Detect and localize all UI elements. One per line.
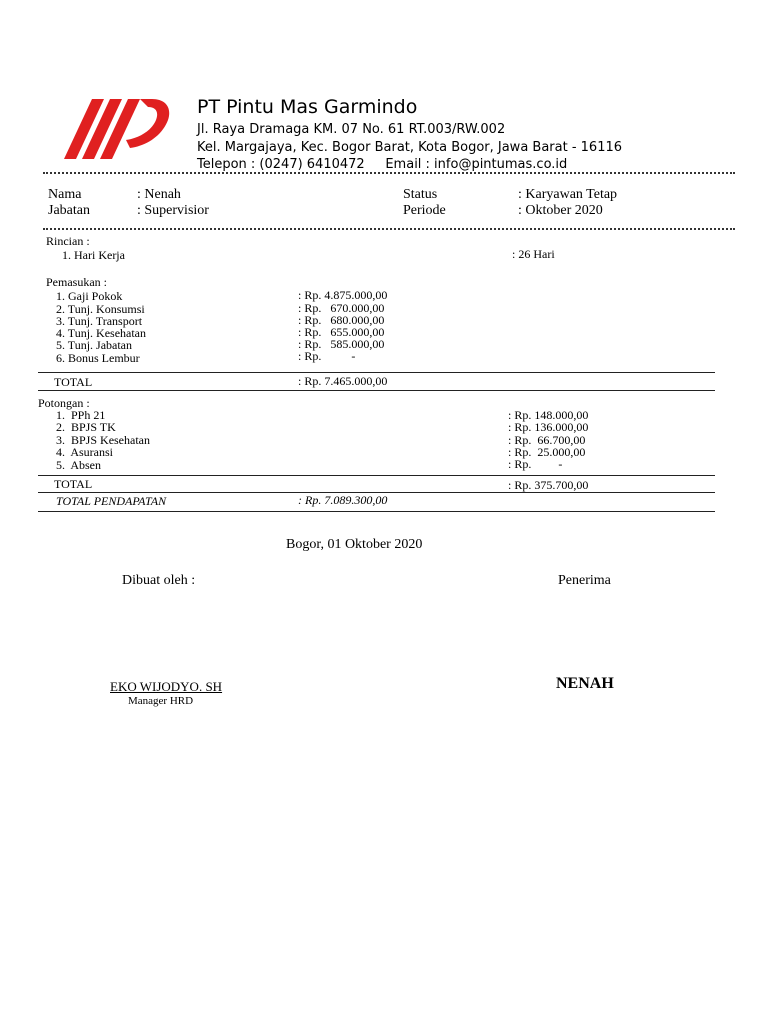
total-pendapatan-value: : Rp. 7.089.300,00 (298, 493, 388, 507)
potongan-item-value: : Rp. - (508, 457, 563, 471)
status-value: : Karyawan Tetap (518, 187, 618, 202)
potongan-item-value: : Rp. 25.000,00 (508, 445, 586, 459)
nama-label: Nama (48, 187, 82, 202)
pemasukan-item-label: 2. Tunj. Konsumsi (56, 302, 145, 316)
status-label: Status (403, 187, 438, 202)
potongan-item-value: : Rp. 136.000,00 (508, 420, 589, 434)
nama-value: : Nenah (137, 187, 181, 202)
periode-label: Periode (403, 203, 446, 218)
dibuat-oleh-label: Dibuat oleh : (122, 573, 196, 588)
pemasukan-item-label: 4. Tunj. Kesehatan (56, 326, 146, 340)
jabatan-label: Jabatan (48, 203, 90, 218)
manager-name: EKO WIJODYO. SH (110, 679, 223, 694)
periode-value: : Oktober 2020 (518, 203, 603, 218)
total-pendapatan-bottom-rule (38, 511, 715, 512)
potongan-total-value: : Rp. 375.700,00 (508, 478, 589, 492)
pemasukan-total-label: TOTAL (54, 375, 93, 389)
pemasukan-heading: Pemasukan : (46, 275, 107, 289)
pemasukan-item-value: : Rp. 655.000,00 (298, 325, 385, 339)
pemasukan-total-top-rule (38, 372, 715, 373)
info-divider (43, 228, 735, 230)
pemasukan-total-bottom-rule (38, 390, 715, 391)
hari-kerja-value: : 26 Hari (512, 247, 555, 261)
company-address-line2: Kel. Margajaya, Kec. Bogor Barat, Kota Bogor, Jawa Barat - 16116 (197, 140, 623, 155)
pemasukan-item-value: : Rp. 670.000,00 (298, 301, 385, 315)
hari-kerja-label: 1. Hari Kerja (62, 248, 125, 262)
potongan-item-value: : Rp. 66.700,00 (508, 433, 586, 447)
potongan-item-label: 5. Absen (56, 458, 101, 472)
pemasukan-item-value: : Rp. 680.000,00 (298, 313, 385, 327)
manager-title: Manager HRD (128, 695, 194, 707)
potongan-item-label: 2. BPJS TK (56, 420, 116, 434)
potongan-item-value: : Rp. 148.000,00 (508, 408, 589, 422)
potongan-item-label: 3. BPJS Kesehatan (56, 433, 150, 447)
place-date: Bogor, 01 Oktober 2020 (286, 537, 423, 552)
penerima-label: Penerima (558, 573, 611, 588)
jabatan-value: : Supervisior (137, 203, 209, 218)
potongan-item-label: 1. PPh 21 (56, 408, 106, 422)
company-address-line1: Jl. Raya Dramaga KM. 07 No. 61 RT.003/RW.002 (197, 122, 506, 137)
company-contact: Telepon : (0247) 6410472 Email : info@pintumas.co.id (197, 157, 568, 172)
rincian-heading: Rincian : (46, 234, 90, 248)
potongan-item-label: 4. Asuransi (56, 445, 113, 459)
pemasukan-item-label: 3. Tunj. Transport (56, 314, 143, 328)
potongan-total-label: TOTAL (54, 477, 93, 491)
total-pendapatan-label: TOTAL PENDAPATAN (56, 494, 167, 508)
logo-mark (60, 96, 172, 162)
pemasukan-item-value: : Rp. 585.000,00 (298, 337, 385, 351)
potongan-total-top-rule (38, 475, 715, 476)
pemasukan-item-label: 1. Gaji Pokok (56, 289, 123, 303)
company-logo (60, 96, 172, 162)
pemasukan-item-label: 6. Bonus Lembur (56, 351, 140, 365)
header-divider (43, 172, 735, 174)
company-name: PT Pintu Mas Garmindo (197, 96, 418, 118)
receiver-name: NENAH (556, 675, 614, 692)
pemasukan-item-label: 5. Tunj. Jabatan (56, 338, 133, 352)
potongan-heading: Potongan : (38, 396, 90, 410)
pemasukan-item-value: : Rp. - (298, 349, 356, 363)
pemasukan-item-value: : Rp. 4.875.000,00 (298, 288, 388, 302)
pemasukan-total-value: : Rp. 7.465.000,00 (298, 374, 388, 388)
